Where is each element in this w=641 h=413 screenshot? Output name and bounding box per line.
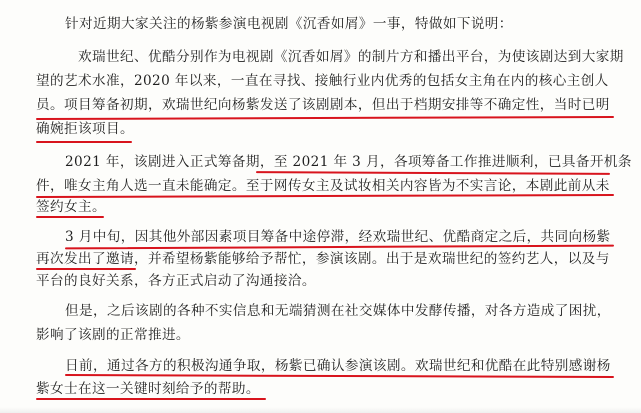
paragraph-4-line-1: 但是，之后该剧的各种不实信息和无端猜测在社交媒体中发酵传播，对各方造成了困扰， bbox=[65, 303, 611, 319]
intro-line: 针对近期大家关注的杨紫参演电视剧《沉香如屑》一事，特做如下说明： bbox=[65, 16, 513, 32]
paragraph-3-line-1: 3 月中旬，因其他外部因素项目筹备中途停滞，经欢瑞世纪、优酷商定之后，共同向杨紫 bbox=[65, 229, 611, 245]
paragraph-5-line-1: 日前，通过各方的积极沟通争取，杨紫已确认参演该剧。欢瑞世纪和优酷在此特别感谢杨 bbox=[65, 358, 611, 374]
scan-edge-shadow bbox=[0, 407, 641, 413]
highlight-underline bbox=[36, 141, 132, 143]
paragraph-5-line-2: 紫女士在这一关键时刻给予的帮助。 bbox=[36, 381, 260, 397]
highlight-underline bbox=[36, 116, 614, 120]
paragraph-2-line-1: 2021 年，该剧进入正式筹备期，至 2021 年 3 月，各项筹备工作推进顺利，已具备开机条 bbox=[65, 154, 632, 170]
paragraph-1-line-4: 确婉拒该项目。 bbox=[36, 121, 134, 137]
paragraph-1-line-3: 员。项目筹备初期，欢瑞世纪向杨紫发送了该剧剧本，但出于档期安排等不确定性，当时已明 bbox=[36, 97, 610, 113]
highlight-underline bbox=[256, 171, 610, 175]
paragraph-1-line-1: 欢瑞世纪、优酷分别作为电视剧《沉香如屑》的制片方和播出平台，为使该剧达到大家期 bbox=[78, 49, 624, 65]
paragraph-3-line-3: 平台的良好关系，各方正式启动了沟通接洽。 bbox=[36, 273, 316, 289]
paragraph-2-line-3: 签约女主。 bbox=[36, 199, 106, 215]
paragraph-4-line-2: 影响了该剧的正常推进。 bbox=[36, 327, 190, 343]
paragraph-2-line-2: 件，唯女主角人选一直未能确定。至于网传女主及试妆相关内容皆为不实言论，本剧此前从未 bbox=[36, 178, 610, 194]
paragraph-1-line-2: 望的艺术水准，2020 年以来，一直在寻找、接触行业内优秀的包括女主角在内的核心主创人 bbox=[36, 73, 609, 89]
paragraph-3-line-2: 再次发出了邀请，并希望杨紫能够给予帮忙，参演该剧。出于是欢瑞世纪的签约艺人，以及与 bbox=[36, 251, 610, 267]
highlight-underline bbox=[36, 268, 136, 270]
highlight-underline bbox=[36, 216, 104, 218]
highlight-underline bbox=[36, 398, 266, 400]
